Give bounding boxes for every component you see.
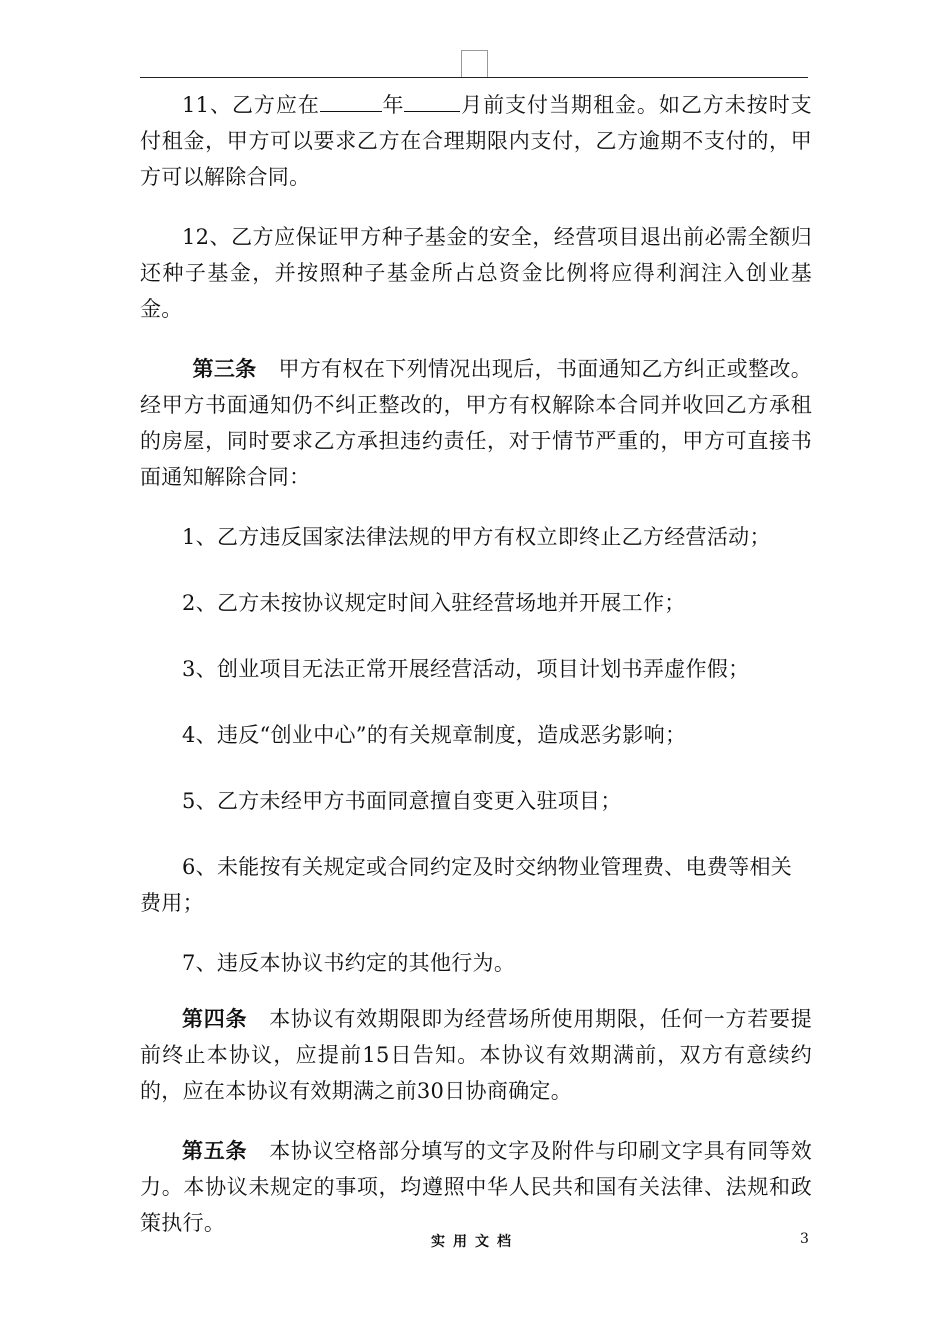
article-3-item: 6、未能按有关规定或合同约定及时交纳物业管理费、电费等相关费用；	[140, 855, 793, 915]
article-4-title: 第四条	[182, 1006, 248, 1031]
document-body	[140, 87, 812, 1265]
clause-11-text-3: 月前支付当期租金。如乙方未按时支付租金，甲方可以要求乙方在合理期限内支付，乙方逾期不支付的，甲方可以解除合同。	[140, 93, 812, 189]
article-5	[140, 1133, 812, 1241]
article-3-body: 甲方有权在下列情况出现后，书面通知乙方纠正或整改。经甲方书面通知仍不纠正整改的，甲方有权解除本合同并收回乙方承租的房屋，同时要求乙方承担违约责任，对于情节严重的，甲方可直接书面通知解除合同：	[140, 357, 813, 489]
article-3-item: 4、违反“创业中心”的有关规章制度，造成恶劣影响；	[182, 723, 687, 747]
page-number: 3	[800, 1231, 809, 1247]
article-3-item: 3、创业项目无法正常开展经营活动，项目计划书弄虚作假；	[182, 657, 750, 681]
footer-title: 实用文档	[431, 1234, 519, 1250]
article-4	[140, 1001, 812, 1109]
article-3-item: 2、乙方未按协议规定时间入驻经营场地并开展工作；	[182, 591, 686, 615]
article-3-title: 第三条	[192, 356, 257, 381]
clause-12: 12、乙方应保证甲方种子基金的安全，经营项目退出前必需全额归还种子基金，并按照种子基金所占总资金比例将应得利润注入创业基金。	[140, 225, 812, 321]
article-5-title: 第五条	[182, 1138, 248, 1163]
article-3-item: 5、乙方未经甲方书面同意擅自变更入驻项目；	[182, 789, 622, 813]
article-5-body: 本协议空格部分填写的文字及附件与印刷文字具有同等效力。本协议未规定的事项，均遵照中华人民共和国有关法律、法规和政策执行。	[140, 1139, 813, 1235]
blank-month	[404, 91, 460, 112]
clause-11	[140, 87, 812, 195]
article-3-item: 1、乙方违反国家法律法规的甲方有权立即终止乙方经营活动；	[182, 525, 771, 549]
header-box	[461, 50, 488, 77]
clause-11-text-2: 年	[381, 93, 405, 117]
header-rule	[140, 77, 808, 78]
article-4-body: 本协议有效期限即为经营场所使用期限，任何一方若要提前终止本协议，应提前15日告知。本协议有效期满前，双方有意续约的，应在本协议有效期满之前30日协商确定。	[140, 1007, 813, 1103]
article-3	[140, 351, 812, 495]
blank-year	[320, 91, 382, 112]
clause-11-text-1: 11、乙方应在	[182, 93, 320, 117]
article-3-item: 7、违反本协议书约定的其他行为。	[182, 951, 516, 975]
